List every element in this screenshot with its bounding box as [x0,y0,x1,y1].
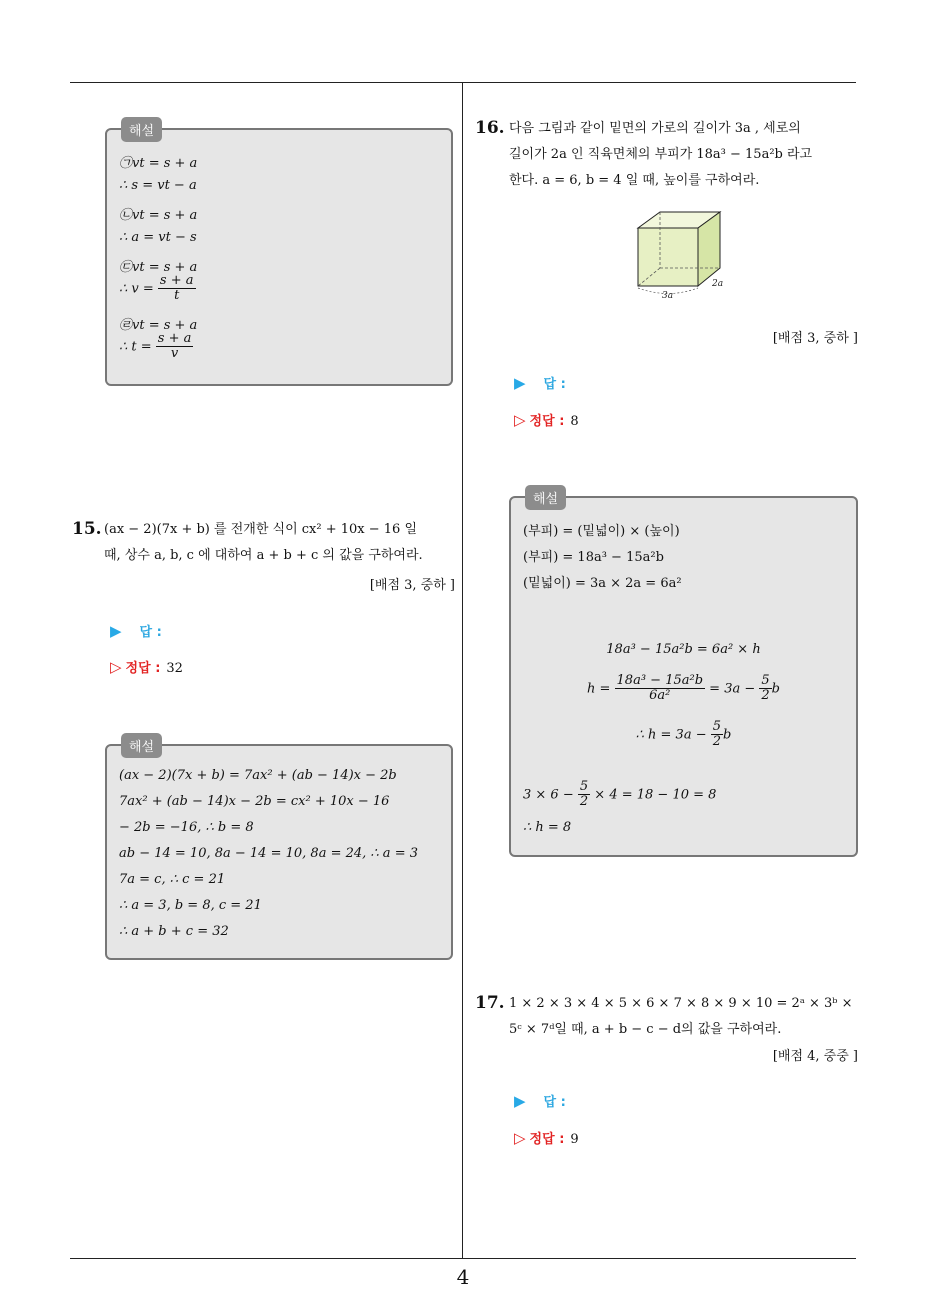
solution-line: ㉢vt = s + a [119,260,198,275]
fraction-numerator: 18a³ − 15a²b [616,673,704,688]
solution-line: (부피) = (밑넓이) × (높이) [523,524,680,539]
correct-answer-17 [514,1128,579,1147]
question-line: 한다. a = 6, b = 4 일 때, 높이를 구하여라. [509,173,760,188]
solution-line: (부피) = 18a³ − 15a²b [523,550,664,565]
solution-text: h = [586,681,611,697]
play-triangle-icon: ▶ [514,374,526,392]
play-triangle-icon: ▶ [110,622,122,640]
solution-text: ∴ t = [119,339,152,355]
solution-line: (ax − 2)(7x + b) = 7ax² + (ab − 14)x − 2b [119,768,397,783]
fraction-numerator: 5 [712,719,722,734]
solution-line: ab − 14 = 10, 8a − 14 = 10, 8a = 24, ∴ a = 3 [119,846,418,861]
solution-line: ㉠vt = s + a [119,156,198,171]
outline-triangle-icon: ▷ [514,411,526,429]
bottom-rule [70,1258,856,1259]
answer-label: 답 : [139,625,162,640]
question-17-text [509,991,861,1043]
question-line: 다음 그림과 같이 밑면의 가로의 길이가 3a , 세로의 [509,121,801,136]
solution-text: = 3a − [709,681,756,697]
fraction [615,674,706,704]
solution-text: × 4 = 18 − 10 = 8 [594,787,717,803]
solution-line-frac [119,332,193,362]
answer-field-16[interactable] [514,373,566,392]
solution-line-frac [119,274,196,304]
fraction [158,274,196,304]
solution-line: ∴ a = 3, b = 8, c = 21 [119,898,262,913]
solution-line-centered [511,674,856,704]
score-meta-15: [배점 3, 중하 ] [369,578,455,593]
question-line: 때, 상수 a, b, c 에 대하여 a + b + c 의 값을 구하여라. [104,548,423,563]
solution-box-q14 [105,124,453,386]
play-triangle-icon: ▶ [514,1092,526,1110]
outline-triangle-icon: ▷ [110,658,122,676]
solution-line-frac [523,780,716,810]
solution-text: b [723,727,732,743]
outline-triangle-icon: ▷ [514,1129,526,1147]
answer-field-15[interactable] [110,621,162,640]
solution-line: ∴ h = 8 [523,820,572,835]
solution-line: ㉡vt = s + a [119,208,198,223]
fraction-denominator: 2 [761,688,770,704]
score-meta-16: [배점 3, 중하 ] [772,331,858,346]
solution-line: ∴ a = vt − s [119,230,197,245]
answer-label: 답 : [543,1095,566,1110]
solution-line: 7ax² + (ab − 14)x − 2b = cx² + 10x − 16 [119,794,390,809]
question-15-text [104,517,456,569]
solution-tag: 해설 [121,117,162,142]
solution-line: ㉣vt = s + a [119,318,198,333]
fraction [759,674,771,704]
fraction [578,780,590,810]
solution-line-centered [511,720,856,750]
solution-box-q15 [105,740,453,960]
solution-line-centered: 18a³ − 15a²b = 6a² × h [606,642,761,657]
answer-label: 답 : [543,377,566,392]
question-number-17: 17. [475,993,505,1013]
solution-line: 7a = c, ∴ c = 21 [119,872,226,887]
question-number-15: 15. [72,519,102,539]
fraction-denominator: 2 [712,734,722,750]
fraction-denominator: t [174,288,180,304]
solution-line: (밑넓이) = 3a × 2a = 6a² [523,576,682,591]
solution-line: ∴ a + b + c = 32 [119,924,229,939]
solution-text: ∴ h = 3a − [635,727,707,743]
solution-line: ∴ s = vt − a [119,178,197,193]
question-16-text [509,116,861,194]
solution-text: ∴ v = [119,281,154,297]
correct-value: 8 [570,414,579,429]
question-line: 길이가 2a 인 직육면체의 부피가 18a³ − 15a²b 라고 [509,147,813,162]
correct-answer-15 [110,657,183,676]
correct-answer-16 [514,410,579,429]
fraction-numerator: s + a [159,273,194,288]
correct-value: 9 [570,1132,579,1147]
correct-label: 정답 : [529,1132,565,1147]
score-meta-17: [배점 4, 중중 ] [772,1049,858,1064]
solution-text: 3 × 6 − [523,787,574,803]
solution-line: − 2b = −16, ∴ b = 8 [119,820,254,835]
page-number: 4 [456,1265,470,1289]
answer-field-17[interactable] [514,1091,566,1110]
column-divider [462,83,463,1258]
top-rule [70,82,856,83]
fraction-denominator: 2 [579,794,589,810]
question-number-16: 16. [475,118,505,138]
correct-label: 정답 : [529,414,565,429]
question-line: 1 × 2 × 3 × 4 × 5 × 6 × 7 × 8 × 9 × 10 = 2ᵃ × 3ᵇ × [509,996,853,1011]
solution-text: b [771,681,780,697]
question-line: 5ᶜ × 7ᵈ일 때, a + b − c − d의 값을 구하여라. [509,1022,782,1037]
fraction-denominator: 6a² [649,688,671,704]
correct-label: 정답 : [125,661,161,676]
fraction-numerator: s + a [157,331,192,346]
fraction-numerator: 5 [761,673,770,688]
solution-tag: 해설 [525,485,566,510]
fraction [156,332,194,362]
solution-box-q16 [509,492,858,857]
figure-label-depth: 2a [712,279,724,289]
solution-tag: 해설 [121,733,162,758]
correct-value: 32 [166,661,183,676]
fraction [711,720,723,750]
question-line: (ax − 2)(7x + b) 를 전개한 식이 cx² + 10x − 16 일 [104,522,418,537]
fraction-denominator: v [170,346,179,362]
cuboid-figure [628,206,738,301]
figure-label-width: 3a [662,291,674,301]
fraction-numerator: 5 [579,779,589,794]
